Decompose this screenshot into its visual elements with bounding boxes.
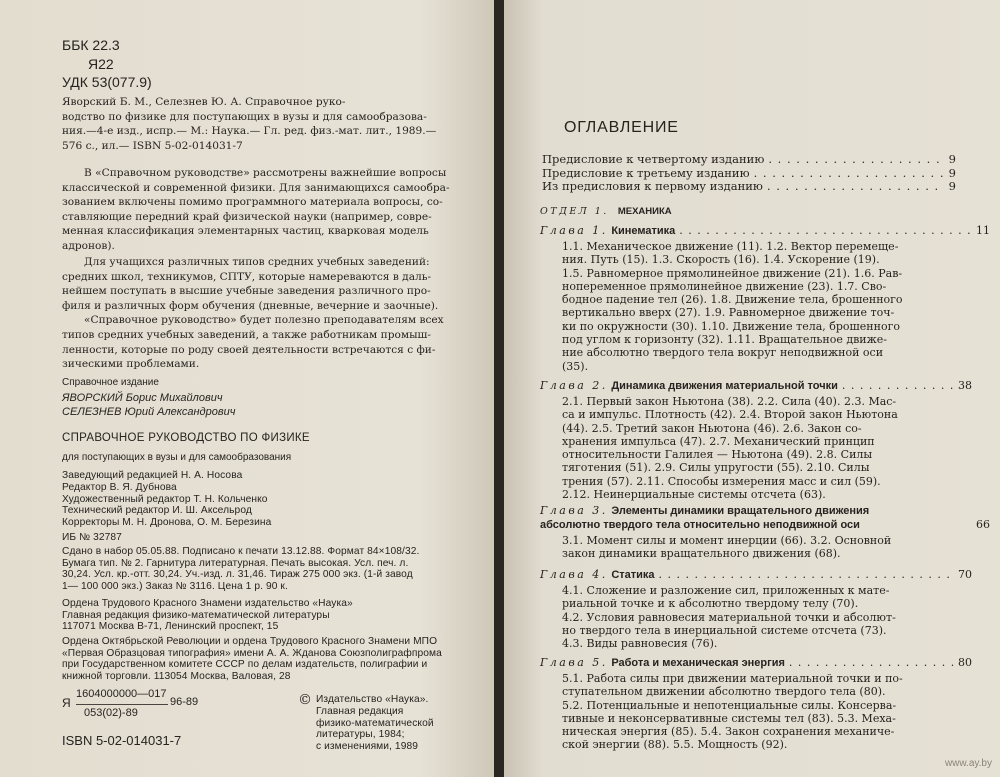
abstract-line: В «Справочном руководстве» рассмотрены важнейшие вопросы bbox=[84, 167, 447, 179]
abstract-line: ленности, которые по роду своей деятельности встречаются с фи- bbox=[62, 343, 436, 356]
chapter-page: 66 bbox=[976, 518, 990, 531]
prefaces-list bbox=[542, 153, 956, 194]
editor-line: Заведующий редакцией Н. А. Носова bbox=[62, 470, 243, 481]
ib-number: ИБ № 32787 bbox=[62, 532, 122, 543]
copyright-line: с изменениями, 1989 bbox=[316, 741, 418, 753]
body-line: тяготения (51). 2.9. Силы упругости (55). 2.10. Силы bbox=[562, 461, 870, 475]
body-line: 4.2. Условия равновесия материальной точки и абсолют- bbox=[562, 610, 896, 624]
printer-line: книжной торговли. 113054 Москва, Валовая, 28 bbox=[62, 670, 291, 682]
section-heading bbox=[540, 206, 672, 217]
body-line: ской энергии (88). 5.5. Мощность (92). bbox=[562, 738, 788, 752]
body-line: 5.2. Потенциальные и непотенциальные силы. Консерва- bbox=[562, 698, 897, 712]
body-line: нопеременное прямолинейное движение (23). 1.7. Сво- bbox=[562, 279, 887, 293]
body-line: тивные и неконсервативные системы тел (83). 5.3. Меха- bbox=[562, 711, 896, 725]
publisher-line: 117071 Москва В-71, Ленинский проспект, 15 bbox=[62, 621, 279, 633]
copyright-line: Издательство «Наука». bbox=[316, 694, 429, 705]
chapter-page: 38 bbox=[958, 379, 972, 392]
editor-line: Редактор В. Я. Дубнова bbox=[62, 481, 177, 493]
editor-line: Технический редактор И. Ш. Аксельрод bbox=[62, 505, 252, 517]
toc-entry bbox=[542, 180, 956, 194]
print-line: 30,24. Усл. кр.-отт. 30,24. Уч.-изд. л. 31,46. Тираж 275 000 экз. (1-й завод bbox=[62, 569, 413, 581]
body-line: (35). bbox=[562, 359, 589, 373]
publisher-line: Главная редакция физико-математической литературы bbox=[62, 609, 330, 621]
toc-entry bbox=[542, 153, 956, 167]
chapter-body bbox=[562, 584, 896, 650]
editor-line: Корректоры М. Н. Дронова, О. М. Березина bbox=[62, 517, 272, 529]
body-line: 5.1. Работа силы при движении материальной точки и по- bbox=[562, 672, 903, 685]
abstract-line: адронов). bbox=[62, 239, 115, 252]
biblio-line: 576 с., ил.— ISBN 5-02-014031-7 bbox=[62, 139, 243, 152]
contents-heading: ОГЛАВЛЕНИЕ bbox=[564, 119, 679, 136]
chapter-heading bbox=[540, 568, 972, 581]
chapter-title: Статика bbox=[611, 569, 655, 581]
ya-letter: Я bbox=[62, 696, 71, 710]
body-line: ническая энергия (85). 5.4. Закон сохранения механиче- bbox=[562, 725, 895, 739]
body-line: закон динамики вращательного движения (68). bbox=[562, 547, 841, 561]
section-title: МЕХАНИКА bbox=[617, 206, 672, 217]
body-line: бодное падение тел (26). 1.8. Движение тела, брошенного bbox=[562, 293, 903, 307]
print-line: 1— 100 000 экз.) Заказ № 3116. Цена 1 р. 90 к. bbox=[62, 580, 288, 592]
chapter-page: 70 bbox=[958, 568, 972, 581]
print-info bbox=[62, 546, 419, 592]
biblio-line: Яворский Б. М., Селезнев Ю. А. Справочное руко- bbox=[62, 96, 346, 108]
body-line: но твердого тела в инерциальной системе отсчета (73). bbox=[562, 623, 887, 637]
body-line: 1.1. Механическое движение (11). 1.2. Вектор перемеще- bbox=[562, 240, 899, 253]
body-line: 4.1. Сложение и разложение сил, приложенных к мате- bbox=[562, 584, 890, 597]
chapter-prefix: Глава 4. bbox=[540, 568, 608, 581]
chapter-page: 11 bbox=[976, 224, 990, 237]
publisher-line: Ордена Трудового Красного Знамени издательство «Наука» bbox=[62, 598, 353, 609]
fraction-line bbox=[76, 704, 168, 705]
abstract-paragraph-1 bbox=[62, 166, 450, 254]
body-line: ступательном движении абсолютно твердого тела (80). bbox=[562, 685, 886, 699]
body-line: (44). 2.5. Третий закон Ньютона (46). 2.6. Закон со- bbox=[562, 421, 862, 435]
chapter-prefix: Глава 1. bbox=[540, 224, 608, 237]
toc-entry-page: 9 bbox=[948, 179, 956, 193]
abstract-line: ставляющие передний край физической науки (например, совре- bbox=[62, 210, 432, 223]
biblio-line: ния.—4-е изд., испр.— М.: Наука.— Гл. ред. физ.-мат. лит., 1989.— bbox=[62, 125, 437, 138]
copyright-line: литературы, 1984; bbox=[316, 729, 405, 741]
body-line: ние абсолютно твердого тела вокруг неподвижной оси bbox=[562, 346, 884, 360]
chapter-page: 80 bbox=[958, 656, 972, 669]
abstract-line: зованием включены помимо программного материала вопросы, со- bbox=[62, 196, 443, 209]
chapter-title: Работа и механическая энергия bbox=[611, 657, 785, 669]
toc-entry bbox=[542, 167, 956, 181]
bbk-code: ББК 22.3 bbox=[62, 37, 120, 53]
author-1: ЯВОРСКИЙ Борис Михайлович bbox=[62, 392, 223, 404]
abstract-line: филя и различных форм обучения (дневные, вечерние и заочные). bbox=[62, 299, 439, 312]
chapter-body bbox=[562, 395, 898, 501]
author-2: СЕЛЕЗНЕВ Юрий Александрович bbox=[62, 406, 236, 418]
print-line: Бумага тип. № 2. Гарнитура литературная. Печать высокая. Усл. печ. л. bbox=[62, 557, 409, 569]
copyright-block bbox=[316, 694, 434, 753]
chapter-heading bbox=[540, 379, 972, 392]
watermark: www.ay.by bbox=[944, 758, 992, 769]
body-line: 1.5. Равномерное прямолинейное движение (21). 1.6. Рав- bbox=[562, 266, 903, 280]
book-title: СПРАВОЧНОЕ РУКОВОДСТВО ПО ФИЗИКЕ bbox=[62, 432, 310, 444]
body-line: ки по окружности (30). 1.10. Движение тела, брошенного bbox=[562, 319, 900, 333]
editor-line: Художественный редактор Т. Н. Кольченко bbox=[62, 493, 268, 505]
book-subtitle: для поступающих в вузы и для самообразования bbox=[62, 452, 292, 463]
chapter-body bbox=[562, 534, 891, 561]
body-line: 2.1. Первый закон Ньютона (38). 2.2. Сила (40). 2.3. Мас- bbox=[562, 395, 897, 408]
abstract-line: нейшем поступать в высшие учебные заведения различного про- bbox=[62, 285, 431, 298]
abstract-line: типов средних учебных заведений, а также работникам промыш- bbox=[62, 328, 431, 341]
body-line: риальной точке и к абсолютно твердому телу (70). bbox=[562, 597, 859, 611]
body-line: относительности Галилея — Ньютона (49). 2.8. Силы bbox=[562, 448, 873, 462]
section-prefix: ОТДЕЛ 1. bbox=[540, 206, 609, 217]
body-line: 4.3. Виды равновесия (76). bbox=[562, 637, 718, 651]
chapter-body bbox=[562, 672, 903, 752]
chapter-prefix: Глава 2. bbox=[540, 379, 608, 392]
chapter-title-cont: абсолютно твердого тела относительно неподвижной оси bbox=[540, 519, 860, 531]
abstract-line: Для учащихся различных типов средних учебных заведений: bbox=[84, 256, 430, 268]
body-line: трения (57). 2.11. Способы измерения масс и сил (59). bbox=[562, 474, 881, 488]
body-line: 2.12. Неинерциальные системы отсчета (63). bbox=[562, 488, 826, 502]
toc-entry-label: Предисловие к четвертому изданию bbox=[542, 152, 765, 166]
code-denominator: 053(02)-89 bbox=[84, 707, 138, 719]
abstract-line: менная классификация элементарных частиц, кварковая модель bbox=[62, 225, 429, 238]
body-line: хранения импульса (47). 2.7. Механический принцип bbox=[562, 434, 875, 448]
chapter-title: Динамика движения материальной точки bbox=[611, 380, 838, 392]
contents-page bbox=[504, 0, 1000, 777]
copyright-line: физико-математической bbox=[316, 717, 434, 729]
ya-code: Я22 bbox=[88, 56, 114, 72]
toc-entry-label: Предисловие к третьему изданию bbox=[542, 165, 750, 180]
body-line: са и импульс. Плотность (42). 2.4. Второй закон Ньютона bbox=[562, 408, 898, 422]
chapter-prefix: Глава 3. bbox=[540, 504, 608, 517]
isbn: ISBN 5-02-014031-7 bbox=[62, 733, 182, 748]
print-line: Сдано в набор 05.05.88. Подписано к печати 13.12.88. Формат 84×108/32. bbox=[62, 546, 420, 557]
copyright-page bbox=[0, 0, 494, 777]
copyright-line: Главная редакция bbox=[316, 705, 404, 717]
publisher-info bbox=[62, 598, 353, 633]
copyright-symbol: © bbox=[298, 692, 312, 708]
body-line: 3.1. Момент силы и момент инерции (66). 3.2. Основной bbox=[562, 534, 892, 547]
chapter-prefix: Глава 5. bbox=[540, 656, 608, 669]
edition-label: Справочное издание bbox=[62, 377, 159, 388]
biblio-line: водство по физике для поступающих в вузы и для самообразова- bbox=[62, 110, 427, 123]
abstract-line: классической и современной физики. Для занимающихся самообра- bbox=[62, 181, 450, 194]
abstract-line: средних школ, техникумов, СПТУ, которые намереваются в даль- bbox=[62, 270, 432, 283]
chapter-heading bbox=[540, 504, 990, 532]
bibliographic-record bbox=[62, 95, 436, 153]
abstract-paragraph-2 bbox=[62, 255, 444, 372]
body-line: ния. Путь (15). 1.3. Скорость (16). 1.4. Ускорение (19). bbox=[562, 253, 880, 267]
book-gutter bbox=[494, 0, 504, 777]
printer-info bbox=[62, 636, 442, 682]
chapter-heading bbox=[540, 656, 972, 669]
abstract-line: «Справочное руководство» будет полезно преподавателям всех bbox=[84, 314, 444, 327]
chapter-title: Кинематика bbox=[611, 225, 676, 237]
body-line: под углом к горизонту (32). 1.11. Вращательное движе- bbox=[562, 333, 887, 347]
toc-entry-label: Из предисловия к первому изданию bbox=[542, 179, 763, 193]
toc-entry-page: 9 bbox=[948, 152, 956, 166]
editors-list bbox=[62, 470, 271, 529]
chapter-heading bbox=[540, 224, 990, 237]
body-line: вертикально вверх (27). 1.9. Равномерное движение точ- bbox=[562, 306, 895, 320]
toc-entry-page: 9 bbox=[948, 165, 956, 180]
udk-code: УДК 53(077.9) bbox=[62, 74, 152, 90]
printer-line: при Государственном комитете СССР по делам издательств, полиграфии и bbox=[62, 659, 428, 671]
code-right: 96-89 bbox=[170, 696, 199, 708]
printer-line: «Первая Образцовая типография» имени А. А. Жданова Союзполиграфпрома bbox=[62, 647, 442, 659]
chapter-body bbox=[562, 240, 903, 373]
chapter-title: Элементы динамики вращательного движения bbox=[611, 505, 870, 517]
printer-line: Ордена Октябрьской Революции и ордена Трудового Красного Знамени МПО bbox=[62, 636, 438, 647]
code-numerator: 1604000000—017 bbox=[76, 688, 167, 700]
abstract-line: зическими проблемами. bbox=[62, 358, 200, 371]
